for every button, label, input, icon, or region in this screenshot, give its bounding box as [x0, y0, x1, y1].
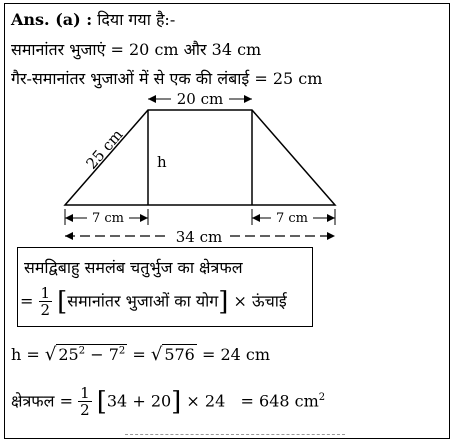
- area-calc-half-den: 2: [80, 401, 90, 419]
- right-base-label: 7 cm: [275, 211, 309, 226]
- height-calc-radicand2: 576: [164, 345, 195, 364]
- area-bracket-sum: 34 + 20: [106, 391, 172, 411]
- height-calc-minus: −: [85, 345, 109, 364]
- height-calculation: [11, 344, 270, 365]
- height-calc-eq: =: [127, 345, 151, 364]
- left-base-label: 7 cm: [91, 211, 125, 226]
- area-open-bracket: [: [96, 387, 107, 417]
- formula-open-bracket: [: [57, 287, 68, 317]
- area-formula-box: [17, 247, 313, 327]
- full-base-arrow-right: [327, 232, 335, 240]
- right-base-arrow-a: [252, 214, 260, 222]
- height-calc-lhs: h =: [11, 345, 40, 364]
- height-calc-result: = 24 cm: [196, 345, 271, 364]
- area-calc-lhs: क्षेत्रफल: [11, 391, 55, 411]
- top-arrow-left: [148, 95, 156, 103]
- area-calc-times: × 24: [186, 391, 226, 411]
- formula-bracket-text: समानांतर भुजाओं का योग: [67, 291, 219, 311]
- given-heading: दिया गया है:-: [92, 10, 176, 29]
- right-base-arrow-b: [327, 214, 335, 222]
- given-nonparallel-side: गैर-समानांतर भुजाओं में से एक की लंबाई = 25 cm: [11, 69, 323, 88]
- top-arrow-right: [244, 95, 252, 103]
- formula-title: समद्विबाहु समलंब चतुर्भुज का क्षेत्रफल: [24, 258, 243, 277]
- slant-side-label: 25 cm: [82, 125, 127, 173]
- height-calc-root2: √ 576: [150, 344, 195, 365]
- height-calc-base2: 7: [108, 345, 119, 364]
- top-length-label: 20 cm: [176, 90, 224, 108]
- formula-half-num: 1: [40, 284, 51, 302]
- solution-panel: [4, 3, 450, 439]
- formula-times: ×: [233, 291, 247, 311]
- given-parallel-sides: समानांतर भुजाएं = 20 cm और 34 cm: [11, 40, 262, 59]
- formula-half-den: 2: [40, 301, 51, 319]
- area-calc-eq: =: [54, 391, 79, 411]
- height-calc-base1: 25: [58, 345, 79, 364]
- answer-label: Ans. (a) :: [11, 10, 93, 29]
- height-calc-exp1: 2: [78, 345, 86, 357]
- cut-off-text-line: [125, 434, 345, 435]
- full-base-arrow-left: [65, 232, 73, 240]
- formula-close-bracket: ]: [218, 287, 229, 317]
- area-calc-half: [78, 386, 92, 418]
- area-calc-result: = 648 cm: [240, 391, 319, 411]
- full-base-label: 34 cm: [175, 228, 223, 246]
- height-label: h: [157, 153, 167, 171]
- trapezium-figure: [5, 88, 451, 248]
- formula-height-word: ऊंचाई: [252, 291, 287, 311]
- area-calculation: [11, 386, 325, 418]
- formula-half: [39, 286, 53, 318]
- left-base-arrow-a: [65, 214, 73, 222]
- left-base-arrow-b: [140, 214, 148, 222]
- formula-expression: [20, 286, 287, 318]
- area-close-bracket: ]: [171, 387, 182, 417]
- height-calc-root1: √ $25^2 - 7^2$: [44, 344, 126, 365]
- formula-equals: =: [20, 291, 34, 311]
- height-calc-exp2: 2: [118, 345, 126, 357]
- answer-header: [11, 8, 175, 30]
- area-unit-exponent: 2: [318, 392, 326, 404]
- area-calc-half-num: 1: [80, 384, 90, 402]
